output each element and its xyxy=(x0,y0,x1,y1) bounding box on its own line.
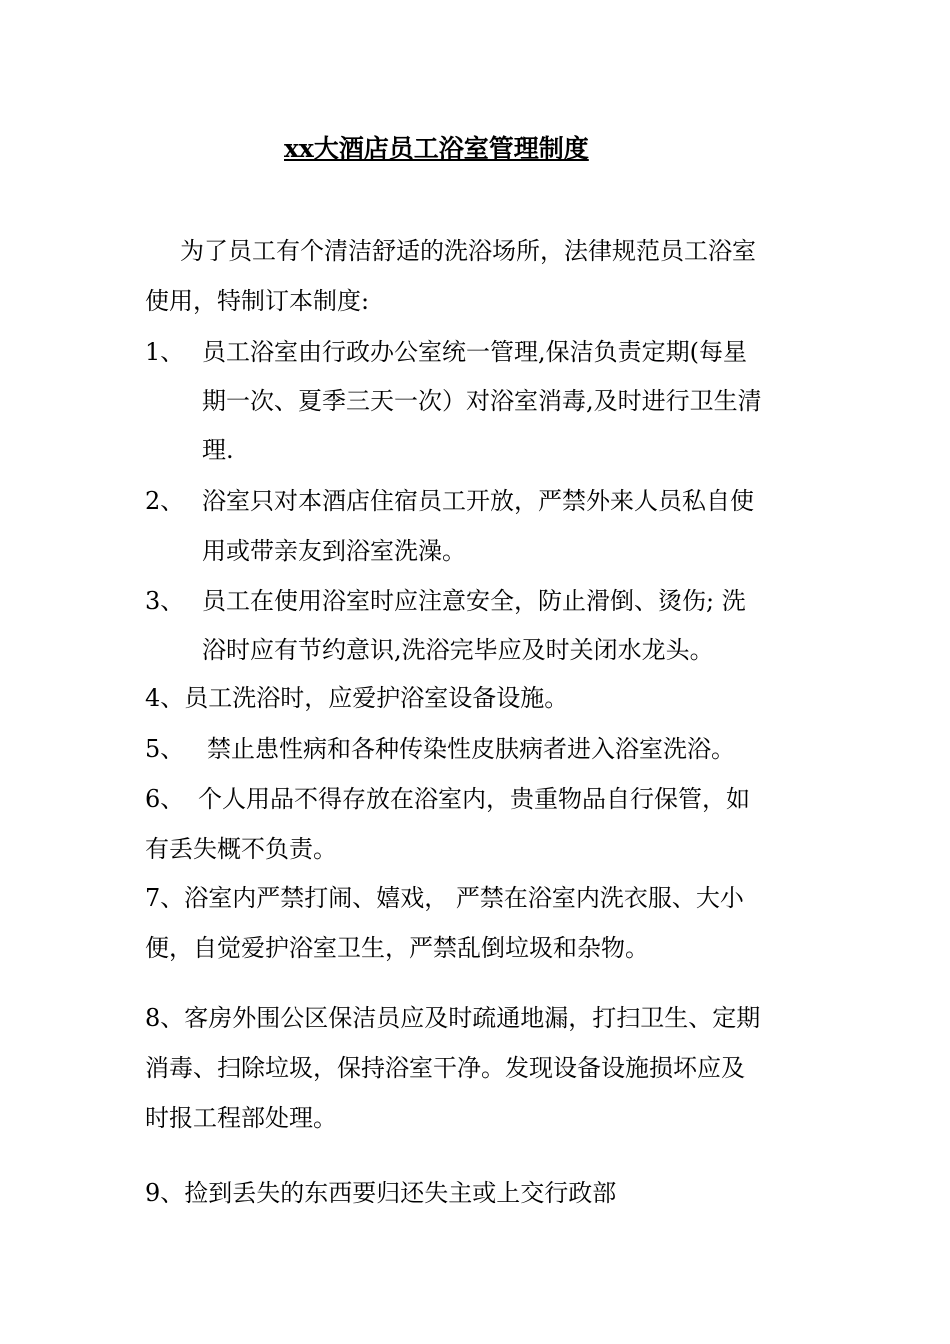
rule-3-line-2: 浴时应有节约意识,洗浴完毕应及时关闭水龙头。 xyxy=(202,636,714,664)
rule-8-line-2: 消毒、扫除垃圾，保持浴室干净。发现设备设施损坏应及 xyxy=(145,1054,745,1082)
rule-2-line-2: 用或带亲友到浴室洗澡。 xyxy=(202,537,466,565)
rule-5-line-1: 禁止患性病和各种传染性皮肤病者进入浴室洗浴。 xyxy=(207,735,735,763)
rule-8-line-3: 时报工程部处理。 xyxy=(145,1104,337,1132)
rule-7-line-2: 便，自觉爱护浴室卫生，严禁乱倒垃圾和杂物。 xyxy=(145,934,649,962)
rule-9-line-1: 9、捡到丢失的东西要归还失主或上交行政部 xyxy=(145,1179,617,1207)
rule-2-number: 2、 xyxy=(145,487,185,515)
rule-3-number: 3、 xyxy=(145,587,185,615)
rule-5-number: 5、 xyxy=(145,735,185,763)
intro-line-1: 为了员工有个清洁舒适的洗浴场所，法律规范员工浴室 xyxy=(180,237,756,265)
rule-4-line-1: 4、员工洗浴时，应爱护浴室设备设施。 xyxy=(145,684,569,712)
rule-8-line-1: 8、客房外围公区保洁员应及时疏通地漏，打扫卫生、定期 xyxy=(145,1004,761,1032)
rule-6-line-1: 个人用品不得存放在浴室内，贵重物品自行保管，如 xyxy=(198,785,750,813)
rule-1-line-1: 员工浴室由行政办公室统一管理,保洁负责定期(每星 xyxy=(202,338,747,366)
rule-1-number: 1、 xyxy=(145,338,185,366)
rule-6-line-2: 有丢失概不负责。 xyxy=(145,835,337,863)
document-title: xx大酒店员工浴室管理制度 xyxy=(284,134,589,163)
rule-7-line-1: 7、浴室内严禁打闹、嬉戏， 严禁在浴室内洗衣服、大小 xyxy=(145,884,744,912)
rule-6-number: 6、 xyxy=(145,785,185,813)
intro-line-2: 使用，特制订本制度: xyxy=(145,287,370,315)
rule-3-line-1: 员工在使用浴室时应注意安全，防止滑倒、烫伤; 洗 xyxy=(202,587,746,615)
rule-2-line-1: 浴室只对本酒店住宿员工开放，严禁外来人员私自使 xyxy=(202,487,754,515)
rule-1-line-3: 理. xyxy=(202,436,234,464)
rule-1-line-2: 期一次、夏季三天一次）对浴室消毒,及时进行卫生清 xyxy=(202,387,762,415)
